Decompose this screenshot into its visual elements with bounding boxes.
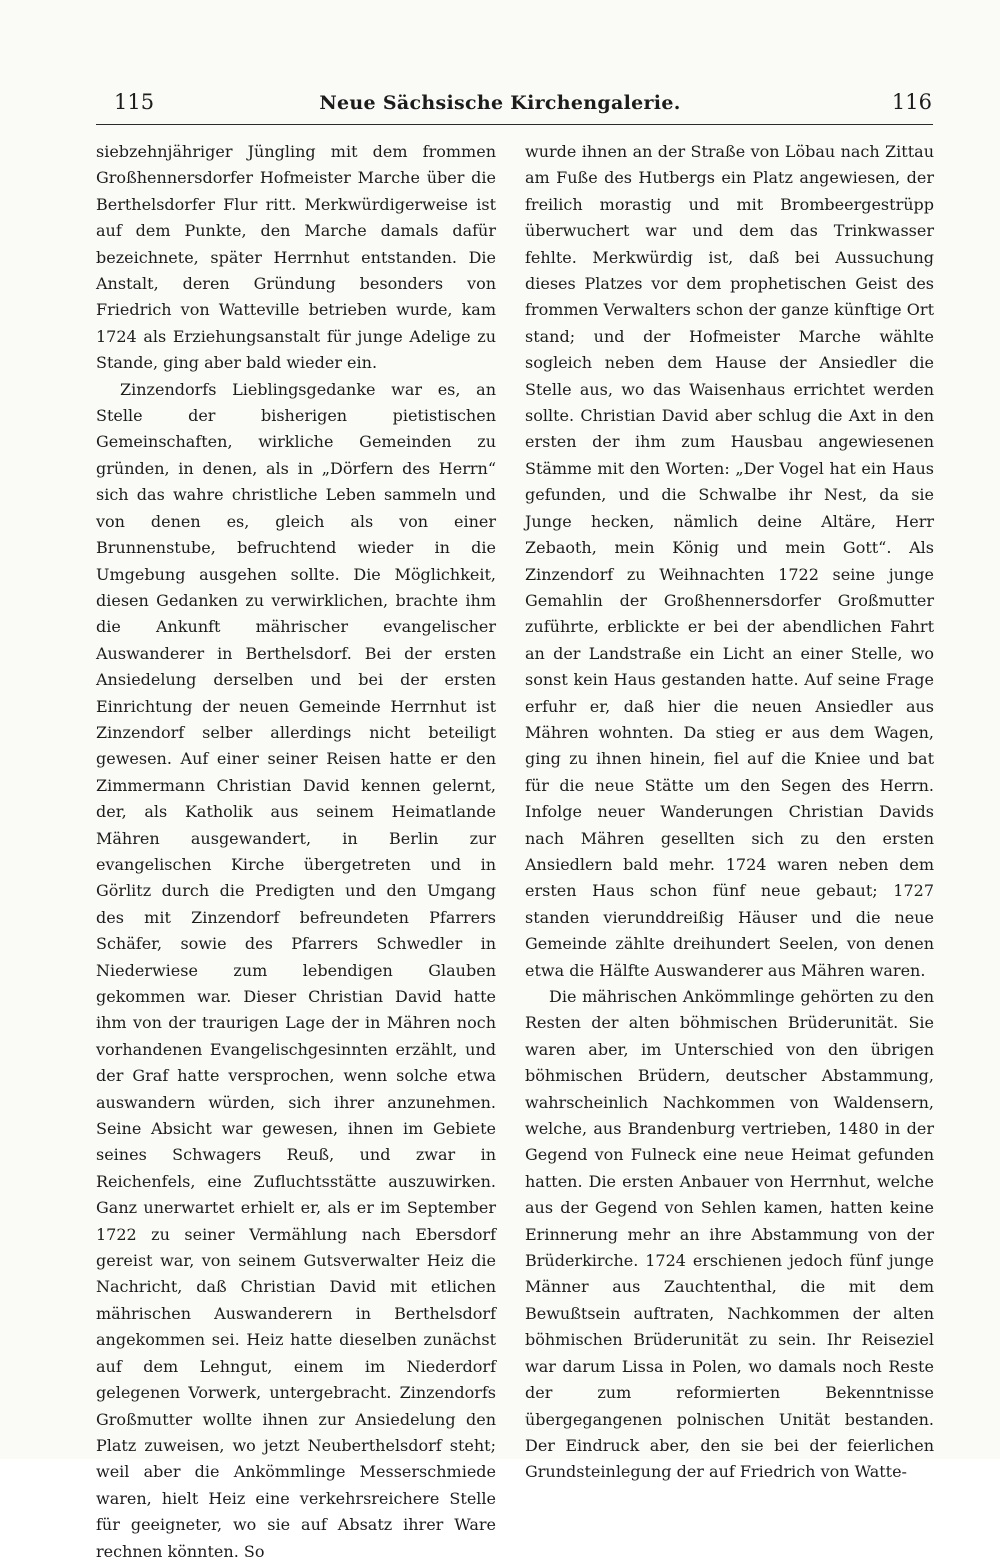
page-header (0, 88, 1000, 120)
header-rule (96, 124, 933, 125)
right-paragraph-2: Die mährischen Ankömmlinge gehörten zu den Resten der alten böhmischen Brüderunität. Sie waren aber, im Unterschied von den übrigen böhmischen Brüdern, deutscher Abstammung, wahrscheinlich Nachkommen von Waldensern, welche, aus Brandenburg vertrieben, 1480 in der Gegend von Fulneck eine neue Heimat gefunden hatten. Die ersten Anbauer von Herrnhut, welche aus der Gegend von Sehlen kamen, hatten keine Erinnerung mehr an ihre Abstammung von der Brüderkirche. 1724 erschienen jedoch fünf junge Männer aus Zauchtenthal, die mit dem Bewußtsein auftraten, Nachkommen der alten böhmischen Brüderunität zu sein. Ihr Reiseziel war darum Lissa in Polen, wo damals noch Reste der zum reformierten Bekenntnisse übergegangenen polnischen Unität bestanden. Der Eindruck aber, den sie bei der feierlichen Grundsteinlegung der auf Friedrich von Watte- (525, 987, 934, 1482)
right-column (525, 139, 934, 1486)
left-column (96, 139, 496, 1565)
left-paragraph-2: Zinzendorfs Lieblingsgedanke war es, an Stelle der bisherigen pietistischen Gemeinschaften, wirkliche Gemeinden zu gründen, in denen, als in „Dörfern des Herrn“ sich das wahre christliche Leben sammeln und von denen es, gleich als von einer Brunnenstube, befruchtend wieder in die Umgebung ausgehen sollte. Die Möglichkeit, diesen Gedanken zu verwirklichen, brachte ihm die Ankunft mährischer evangelischer Auswanderer in Berthelsdorf. Bei der ersten Ansiedelung derselben und bei der ersten Einrichtung der neuen Gemeinde Herrnhut ist Zinzendorf selber allerdings nicht beteiligt gewesen. Auf einer seiner Reisen hatte er den Zimmermann Christian David kennen gelernt, der, als Katholik aus seinem Heimatlande Mähren ausgewandert, in Berlin zur evangelischen Kirche übergetreten und in Görlitz durch die Predigten und den Umgang des mit Zinzendorf befreundeten Pfarrers Schäfer, sowie des Pfarrers Schwedler in Niederwiese zum lebendigen Glauben gekommen war. Dieser Christian David hatte ihm von der traurigen Lage der in Mähren noch vorhandenen Evangelischgesinnten erzählt, und der Graf hatte versprochen, wenn solche etwa auswandern würden, sich ihrer anzunehmen. Seine Absicht war gewesen, ihnen im Gebiete seines Schwagers Reuß, und zwar in Reichenfels, eine Zufluchtsstätte auszuwirken. Ganz unerwartet erhielt er, als er im September 1722 zu seiner Vermählung nach Ebersdorf gereist war, von seinem Gutsverwalter Heiz die Nachricht, daß Christian David mit etlichen mährischen Auswanderern in Berthelsdorf angekommen sei. Heiz hatte dieselben zunächst auf dem Lehngut, einem im Niederdorf gelegenen Vorwerk, untergebracht. Zinzendorfs Großmutter wollte ihnen zur Ansiedelung den Platz zuweisen, wo jetzt Neuberthelsdorf steht; weil aber die Ankömmlinge Messerschmiede waren, hielt Heiz eine verkehrsreichere Stelle für geeigneter, wo sie auf Absatz ihrer Ware rechnen könnten. So (96, 379, 496, 1561)
page-number-left: 115 (114, 90, 155, 114)
page-number-right: 116 (891, 90, 932, 114)
running-title: Neue Sächsische Kirchengalerie. (319, 92, 681, 114)
right-paragraph-1: wurde ihnen an der Straße von Löbau nach Zittau am Fuße des Hutbergs ein Platz angewiesen, der freilich morastig und mit Brombeergestrüpp überwuchert war und dem das Trinkwasser fehlte. Merkwürdig ist, daß bei Aussuchung dieses Platzes vor dem prophetischen Geist des frommen Verwalters schon der ganze künftige Ort stand; und der Hofmeister Marche wählte sogleich neben dem Hause der Ansiedler die Stelle aus, wo das Waisenhaus errichtet werden sollte. Christian David aber schlug die Axt in den ersten der ihm zum Hausbau angewiesenen Stämme mit den Worten: „Der Vogel hat ein Haus gefunden, und die Schwalbe ihr Nest, da sie Junge hecken, nämlich deine Altäre, Herr Zebaoth, mein König und mein Gott“. Als Zinzendorf zu Weihnachten 1722 seine junge Gemahlin der Großhennersdorfer Großmutter zuführte, erblickte er bei der abendlichen Fahrt an der Landstraße ein Licht an einer Stelle, wo sonst kein Haus gestanden hatte. Auf seine Frage erfuhr er, daß hier die neuen Ansiedler aus Mähren wohnten. Da stieg er aus dem Wagen, ging zu ihnen hinein, fiel auf die Kniee und bat für die neue Stätte um den Segen des Herrn. Infolge neuer Wanderungen Christian Davids nach Mähren gesellten sich zu den ersten Ansiedlern bald mehr. 1724 waren neben dem ersten Haus schon fünf neue gebaut; 1727 standen vierunddreißig Häuser und die neue Gemeinde zählte dreihundert Seelen, von denen etwa die Hälfte Auswanderer aus Mähren waren. (525, 142, 934, 980)
left-paragraph-1: siebzehnjähriger Jüngling mit dem frommen Großhennersdorfer Hofmeister Marche über die Berthelsdorfer Flur ritt. Merkwürdigerweise ist auf dem Punkte, den Marche damals dafür bezeichnete, später Herrnhut entstanden. Die Anstalt, deren Gründung besonders von Friedrich von Watteville betrieben wurde, kam 1724 als Erziehungsanstalt für junge Adelige zu Stande, ging aber bald wieder ein. (96, 142, 496, 373)
